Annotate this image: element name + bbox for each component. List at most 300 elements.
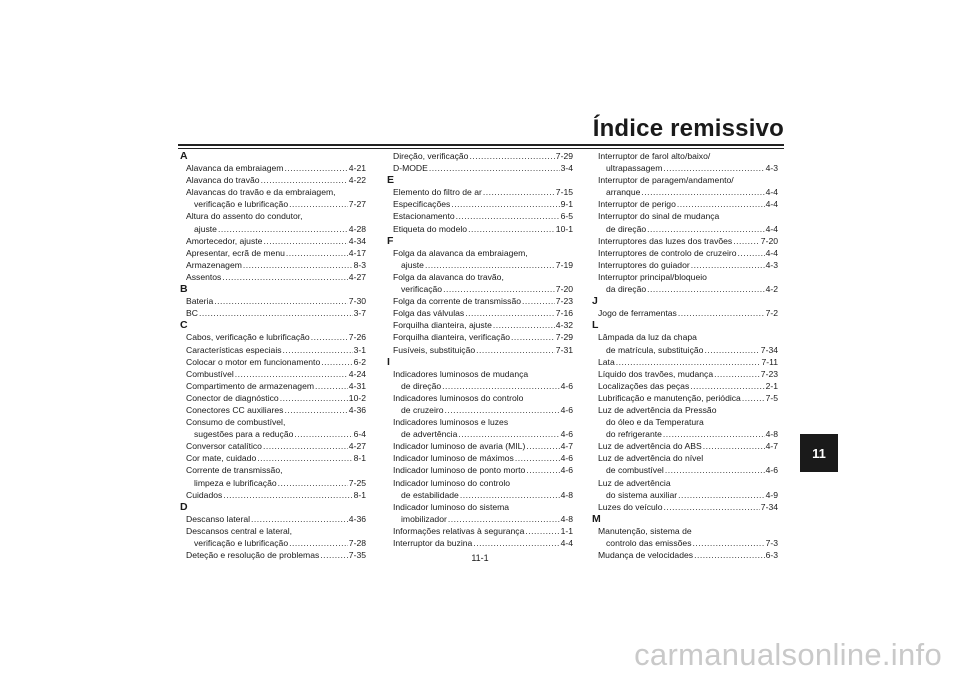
index-entry-text: ultrapassagem	[606, 163, 663, 174]
index-entry	[592, 331, 778, 355]
index-entry-text: Interruptor de perigo	[598, 199, 676, 210]
index-page-ref: 4-21	[348, 163, 366, 174]
index-entry-text: Folga da alavanca da embraiagem,	[393, 247, 528, 258]
index-entry-text: Forquilha dianteira, verificação	[393, 332, 511, 343]
index-entry	[180, 331, 366, 343]
index-entry	[180, 235, 366, 247]
index-page-ref: 7-27	[348, 199, 366, 210]
dot-leader	[703, 440, 765, 452]
index-entry-line	[186, 259, 366, 271]
index-entry-line	[598, 210, 778, 222]
index-entry-line	[393, 210, 573, 222]
index-entry	[180, 356, 366, 368]
dot-leader	[693, 537, 765, 549]
dot-leader	[257, 452, 352, 464]
index-page-ref: 4-7	[560, 441, 573, 452]
index-entry-line	[186, 428, 366, 440]
index-entry	[180, 489, 366, 501]
index-page-ref: 4-6	[560, 453, 573, 464]
index-page-ref: 4-36	[348, 404, 366, 415]
index-page-ref: 7-35	[348, 550, 366, 561]
dot-leader	[456, 210, 560, 222]
index-entry-text: Indicador luminoso do controlo	[393, 477, 511, 488]
index-page-ref: 7-20	[555, 284, 573, 295]
section-letter: J	[592, 295, 598, 308]
index-entry-line	[186, 247, 366, 259]
index-entry-text: de advertência	[401, 429, 458, 440]
dot-leader	[263, 440, 348, 452]
index-entry	[387, 186, 573, 198]
index-entry-line	[393, 150, 573, 162]
section-letter: D	[180, 500, 188, 513]
index-entry	[387, 295, 573, 307]
dot-leader	[251, 513, 348, 525]
index-entry-text: do óleo e da Temperatura	[606, 417, 704, 428]
watermark: carmanualsonline.info	[634, 637, 942, 672]
index-entry-text: Indicadores luminosos e luzes	[393, 417, 509, 428]
index-entry-line	[186, 162, 366, 174]
index-entry-line	[186, 295, 366, 307]
index-entry-text: Folga das válvulas	[393, 308, 465, 319]
dot-leader	[647, 283, 764, 295]
index-page-ref: 10-1	[555, 223, 573, 234]
index-entry-line	[186, 489, 366, 501]
dot-leader	[678, 489, 764, 501]
index-entry-line	[393, 452, 573, 464]
index-entry-line	[598, 440, 778, 452]
index-entry	[180, 416, 366, 440]
index-entry	[387, 150, 573, 162]
index-entry-text: Apresentar, ecrã de menu	[186, 247, 285, 258]
index-entry-text: Folga da alavanca do travão,	[393, 271, 504, 282]
index-entry	[592, 452, 778, 476]
index-entry-line	[393, 513, 573, 525]
index-entry-line	[598, 428, 778, 440]
dot-leader	[663, 162, 764, 174]
index-page-ref: 4-8	[560, 489, 573, 500]
index-entry-line	[393, 416, 573, 428]
index-entry-line	[598, 489, 778, 501]
index-entry-line	[393, 404, 573, 416]
index-page-ref: 6-5	[560, 211, 573, 222]
index-page-ref: 7-25	[348, 477, 366, 488]
index-entry-text: imobilizador	[401, 513, 447, 524]
index-entry	[592, 210, 778, 234]
index-entry-text: Lubrificação e manutenção, periódica	[598, 392, 741, 403]
index-entry-text: da direção	[606, 284, 647, 295]
index-entry-line	[186, 380, 366, 392]
index-entry	[180, 368, 366, 380]
index-page-ref: 8-3	[353, 259, 366, 270]
index-entry	[180, 174, 366, 186]
index-entry-line	[393, 392, 573, 404]
index-entry-line	[186, 404, 366, 416]
index-entry-text: Localizações das peças	[598, 380, 690, 391]
index-entry	[180, 210, 366, 234]
index-entry-text: Luz de advertência da Pressão	[598, 404, 717, 415]
index-entry-text: Luz de advertência do nível	[598, 453, 704, 464]
index-entry-line	[393, 283, 573, 295]
index-entry-line	[393, 271, 573, 283]
index-entry-text: Lata	[598, 356, 615, 367]
index-entry-line	[393, 319, 573, 331]
dot-leader	[522, 295, 555, 307]
dot-leader	[286, 247, 348, 259]
index-page-ref: 4-3	[765, 259, 778, 270]
index-entry-text: arranque	[606, 187, 641, 198]
dot-leader	[235, 368, 348, 380]
dot-leader	[289, 537, 348, 549]
index-entry-line	[186, 368, 366, 380]
index-entry-line	[393, 198, 573, 210]
index-page-ref: 7-19	[555, 259, 573, 270]
index-entry	[592, 368, 778, 380]
index-entry-text: Lâmpada da luz da chapa	[598, 332, 697, 343]
dot-leader	[284, 162, 347, 174]
dot-leader	[223, 489, 352, 501]
index-entry-line	[393, 307, 573, 319]
index-entry	[387, 271, 573, 295]
index-page-ref: 7-34	[760, 501, 778, 512]
index-entry-line	[598, 198, 778, 210]
index-entry-line	[598, 162, 778, 174]
index-entry-line	[186, 464, 366, 476]
index-entry-line	[598, 477, 778, 489]
index-entry-text: Indicadores luminosos de mudança	[393, 368, 529, 379]
index-page-ref: 6-3	[765, 550, 778, 561]
index-page-ref: 4-17	[348, 247, 366, 258]
index-entry	[592, 271, 778, 295]
index-page-ref: 4-4	[765, 199, 778, 210]
dot-leader	[483, 186, 555, 198]
index-page-ref: 7-23	[555, 296, 573, 307]
index-entry-line	[393, 537, 573, 549]
index-entry-line	[393, 223, 573, 235]
index-entry-line	[186, 210, 366, 222]
index-entry-text: Descansos central e lateral,	[186, 525, 293, 536]
index-entry	[592, 477, 778, 501]
index-entry-text: Consumo de combustível,	[186, 417, 286, 428]
dot-leader	[280, 392, 348, 404]
index-page-ref: 4-4	[765, 223, 778, 234]
index-entry-line	[186, 452, 366, 464]
index-column-1	[180, 150, 366, 561]
index-entry-line	[393, 477, 573, 489]
index-entry	[592, 235, 778, 247]
index-entry-text: Assentos	[186, 271, 222, 282]
index-entry-line	[598, 271, 778, 283]
index-entry	[387, 344, 573, 356]
index-entry-text: Altura do assento do condutor,	[186, 211, 303, 222]
index-entry-line	[186, 477, 366, 489]
index-entry-line	[598, 283, 778, 295]
index-page-ref: 1-1	[560, 525, 573, 536]
dot-leader	[515, 452, 560, 464]
dot-leader	[469, 150, 554, 162]
index-entry-line	[186, 440, 366, 452]
index-entry-line	[186, 537, 366, 549]
dot-leader	[738, 247, 765, 259]
index-entry	[387, 392, 573, 416]
index-entry-text: Jogo de ferramentas	[598, 308, 677, 319]
dot-leader	[263, 235, 347, 247]
index-page-ref: 7-11	[761, 356, 778, 367]
index-entry	[387, 247, 573, 271]
page-title: Índice remissivo	[592, 115, 784, 142]
dot-leader	[525, 525, 559, 537]
index-entry-text: de estabilidade	[401, 489, 459, 500]
index-page-ref: 10-2	[348, 392, 366, 403]
index-entry-text: Mudança de velocidades	[598, 550, 694, 561]
index-entry	[387, 210, 573, 222]
index-entry-line	[598, 464, 778, 476]
dot-leader	[677, 198, 765, 210]
dot-leader	[678, 307, 765, 319]
dot-leader	[742, 392, 765, 404]
index-entry	[592, 150, 778, 174]
index-entry-line	[393, 344, 573, 356]
index-page-ref: 4-22	[348, 175, 366, 186]
index-entry-text: Luz de advertência	[598, 477, 671, 488]
index-entry-line	[186, 186, 366, 198]
dot-leader	[468, 223, 555, 235]
index-page-ref: 4-6	[560, 465, 573, 476]
index-page-ref: 4-34	[348, 235, 366, 246]
index-entry-line	[393, 247, 573, 259]
index-entry-line	[598, 404, 778, 416]
index-entry	[180, 440, 366, 452]
dot-leader	[714, 368, 760, 380]
index-entry-text: Interruptor do sinal de mudança	[598, 211, 720, 222]
index-page-ref: 4-2	[765, 284, 778, 295]
index-entry-line	[598, 307, 778, 319]
index-entry-text: Cor mate, cuidado	[186, 453, 257, 464]
index-column-2	[387, 150, 573, 549]
index-entry-text: de direção	[401, 380, 442, 391]
index-entry-text: limpeza e lubrificação	[194, 477, 277, 488]
index-page-ref: 7-28	[348, 538, 366, 548]
index-entry-text: Manutenção, sistema de	[598, 525, 692, 536]
dot-leader	[311, 331, 348, 343]
index-page-ref: 8-1	[353, 453, 366, 464]
index-entry-text: Líquido dos travões, mudança	[598, 368, 714, 379]
dot-leader	[443, 283, 555, 295]
dot-leader	[704, 344, 759, 356]
index-page-ref: 4-24	[348, 368, 366, 379]
index-entry	[387, 368, 573, 392]
dot-leader	[691, 259, 765, 271]
dot-leader	[321, 356, 352, 368]
index-entry-line	[186, 198, 366, 210]
index-entry-line	[598, 452, 778, 464]
index-page-ref: 4-6	[765, 465, 778, 476]
dot-leader	[616, 356, 761, 368]
index-entry-text: de matrícula, substituição	[606, 344, 704, 355]
index-entry	[180, 271, 366, 283]
section-letter: F	[387, 234, 394, 247]
index-entry-text: Alavanca da embraiagem	[186, 163, 284, 174]
section-letter: I	[387, 355, 390, 368]
dot-leader	[458, 428, 559, 440]
index-entry-line	[186, 344, 366, 356]
index-entry-text: Etiqueta do modelo	[393, 223, 468, 234]
index-entry-line	[393, 464, 573, 476]
index-entry-text: Fusíveis, substituição	[393, 344, 476, 355]
index-entry-text: Combustível	[186, 368, 234, 379]
index-entry	[180, 452, 366, 464]
dot-leader	[511, 331, 555, 343]
dot-leader	[278, 477, 348, 489]
index-entry-line	[186, 513, 366, 525]
index-page-ref: 7-31	[555, 344, 573, 355]
dot-leader	[665, 464, 765, 476]
dot-leader	[647, 223, 764, 235]
index-page-ref: 3-1	[353, 344, 366, 355]
index-entry-text: Indicador luminoso de avaria (MIL)	[393, 441, 526, 452]
dot-leader	[473, 537, 559, 549]
index-entry-line	[598, 235, 778, 247]
dot-leader	[289, 198, 348, 210]
index-page-ref: 4-4	[765, 187, 778, 198]
index-entry	[387, 319, 573, 331]
index-entry	[387, 331, 573, 343]
index-page-ref: 8-1	[353, 489, 366, 500]
index-entry	[387, 223, 573, 235]
index-entry-line	[598, 368, 778, 380]
dot-leader	[663, 428, 765, 440]
index-entry-text: Armazenagem	[186, 259, 242, 270]
dot-leader	[425, 259, 555, 271]
index-entry-text: Direção, verificação	[393, 151, 469, 161]
section-letter: M	[592, 512, 601, 525]
index-page-ref: 7-2	[765, 308, 778, 319]
index-page-ref: 4-3	[765, 163, 778, 174]
index-entry-line	[598, 392, 778, 404]
chapter-tab: 11	[800, 434, 838, 472]
index-entry-text: Bateria	[186, 296, 214, 307]
dot-leader	[526, 464, 559, 476]
index-entry-text: Indicadores luminosos do controlo	[393, 392, 524, 403]
index-entry-text: Conectores CC auxiliares	[186, 404, 284, 415]
index-entry	[592, 440, 778, 452]
index-entry-text: Interruptores das luzes dos travões	[598, 235, 733, 246]
index-entry-line	[393, 489, 573, 501]
dot-leader	[429, 162, 560, 174]
dot-leader	[451, 198, 559, 210]
index-entry	[180, 186, 366, 210]
index-entry-text: Corrente de transmissão,	[186, 465, 283, 476]
dot-leader	[222, 271, 347, 283]
index-entry	[387, 416, 573, 440]
index-entry	[387, 525, 573, 537]
index-entry-line	[186, 174, 366, 186]
index-page-ref: 4-31	[348, 380, 366, 391]
index-entry-text: Alavanca do travão	[186, 175, 260, 186]
index-entry	[592, 380, 778, 392]
index-page-ref: 7-23	[760, 368, 778, 379]
index-entry-text: Interruptores de controlo de cruzeiro	[598, 247, 737, 258]
index-page-ref: 4-28	[348, 223, 366, 234]
index-entry-line	[393, 501, 573, 513]
index-entry-line	[598, 537, 778, 549]
index-entry	[180, 380, 366, 392]
index-page-ref: 7-3	[765, 538, 778, 548]
index-entry-line	[598, 356, 778, 368]
dot-leader	[526, 440, 559, 452]
index-page-ref: 4-36	[348, 513, 366, 524]
index-entry	[180, 259, 366, 271]
index-entry-text: Características especiais	[186, 344, 282, 355]
index-entry	[180, 525, 366, 549]
index-page-ref: 4-9	[765, 489, 778, 500]
index-entry-text: Interruptor de paragem/andamento/	[598, 175, 734, 186]
index-entry-text: Compartimento de armazenagem	[186, 380, 315, 391]
dot-leader	[733, 235, 760, 247]
index-entry	[180, 247, 366, 259]
index-entry-text: controlo das emissões	[606, 538, 692, 548]
index-entry-text: Indicador luminoso de máximos	[393, 453, 514, 464]
section-letter: C	[180, 319, 188, 332]
index-entry	[592, 404, 778, 440]
dot-leader	[465, 307, 555, 319]
index-entry-text: Interruptores do guiador	[598, 259, 690, 270]
index-entry-text: de direção	[606, 223, 647, 234]
index-entry-line	[598, 344, 778, 356]
index-entry-text: Forquilha dianteira, ajuste	[393, 320, 492, 331]
index-entry-line	[598, 501, 778, 513]
index-entry	[180, 162, 366, 174]
index-entry	[592, 198, 778, 210]
index-page-ref: 4-8	[765, 429, 778, 440]
index-entry-text: D-MODE	[393, 163, 428, 174]
index-page-ref: 4-32	[555, 320, 573, 331]
dot-leader	[243, 259, 353, 271]
index-page-ref: 7-30	[348, 296, 366, 307]
index-entry	[180, 295, 366, 307]
index-entry-line	[186, 416, 366, 428]
index-entry-text: Luz de advertência do ABS	[598, 441, 702, 452]
index-page-ref: 7-29	[555, 332, 573, 343]
index-entry-line	[186, 525, 366, 537]
index-entry-line	[393, 186, 573, 198]
dot-leader	[460, 489, 560, 501]
index-entry-line	[186, 331, 366, 343]
dot-leader	[448, 513, 560, 525]
index-entry-line	[186, 392, 366, 404]
dot-leader	[493, 319, 555, 331]
dot-leader	[294, 428, 352, 440]
index-entry	[592, 259, 778, 271]
index-entry-text: Indicador luminoso de ponto morto	[393, 465, 526, 476]
index-entry-text: Especificações	[393, 199, 451, 210]
dot-leader	[664, 501, 760, 513]
index-entry	[180, 513, 366, 525]
index-page-ref: 6-2	[353, 356, 366, 367]
index-entry-line	[393, 259, 573, 271]
header-rule	[178, 144, 784, 149]
index-page-ref: 3-4	[560, 163, 573, 174]
index-entry-text: Amortecedor, ajuste	[186, 235, 263, 246]
index-entry-text: do refrigerante	[606, 429, 662, 440]
index-entry	[387, 198, 573, 210]
index-entry-text: Cabos, verificação e lubrificação	[186, 332, 310, 343]
index-entry-line	[598, 331, 778, 343]
index-entry-text: sugestões para a redução	[194, 429, 294, 440]
index-entry-line	[393, 295, 573, 307]
index-page-ref: 4-4	[765, 247, 778, 258]
index-entry-line	[598, 525, 778, 537]
dot-leader	[690, 380, 764, 392]
